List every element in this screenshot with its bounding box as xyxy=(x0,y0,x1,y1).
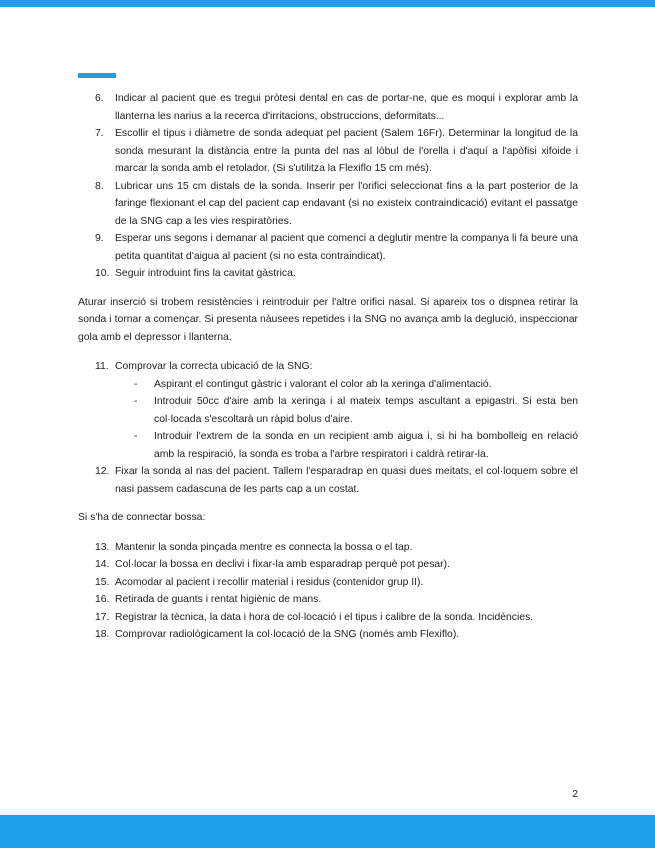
list-item-text: Col·locar la bossa en declivi i fixar-la amb esparadrap perquè pot pesar). xyxy=(115,559,450,570)
sub-list-item: - Aspirant el contingut gàstric i valorant el color ab la xeringa d'alimentació. xyxy=(134,378,492,390)
list-item: 16. Retirada de guants i rentat higiènic de mans. xyxy=(95,594,322,605)
sub-list-item: - Introduir l'extrem de la sonda en un recipient amb aigua i, si hi ha bombolleig en relació amb la respiració, la sonda es troba a l'arbre respiratori i caldrà retirar-la. xyxy=(134,431,578,460)
list-item-text: Acomodar al pacient i recollir material i residus (contenidor grup II). xyxy=(115,576,424,588)
list-item: 12. Fixar la sonda al nas del pacient. Tallem l'esparadrap en quasi dues meitats, el col·loquem sobre el nasi passem cadascuna de les parts cap a un costat. xyxy=(95,466,578,495)
list-item: 14. Col·locar la bossa en declivi i fixar-la amb esparadrap perquè pot pesar). xyxy=(95,559,450,570)
document-body xyxy=(78,90,578,644)
list-item-text: Seguir introduint fins la cavitat gàstrica. xyxy=(115,268,296,279)
list-item: 6. Indicar al pacient que es tregui pròtesi dental en cas de portar-ne, que es moqui i explorar amb la llanterna les narius a la recerca d'irritacions, obstruccions, deformitats... xyxy=(95,93,578,122)
list-item: 8. Lubricar uns 15 cm distals de la sonda. Inserir per l'orifici seleccionat fins a la part posterior de la faringe flexionant el cap del pacient cap endavant (si no existeix contraindicació) evitant el passatge de la SNG cap a les vies respiratòries. xyxy=(95,180,578,227)
procedure-list-1 xyxy=(78,90,578,283)
list-item-text: Escollir el tipus i diàmetre de sonda adequat pel pacient (Salem 16Fr). Determinar la longitud de la sonda mesurant la distància entre la punta del nas al lòbul de l'orella i d'aquí a l'apòfisi xifoide i marcar la sonda amb el retolador. (Si s'utilitza la Flexiflo 15 cm més). xyxy=(115,128,578,174)
list-item-text: Indicar al pacient que es tregui pròtesi dental en cas de portar-ne, que es moqui i explorar amb la llanterna les narius a la recerca d'irritacions, obstruccions, deformitats... xyxy=(115,93,578,122)
list-item-text: Registrar la tècnica, la data i hora de col·locació i el tipus i calibre de la sonda. Incidències. xyxy=(115,611,534,623)
list-item-text: Esperar uns segons i demanar al pacient que comenci a deglutir mentre la companya li fa beure una petita quantitat d'aigua al pacient (si no esta contraindicat). xyxy=(115,233,578,262)
list-item-text: Comprovar radiològicament la col·locació de la SNG (només amb Flexiflo). xyxy=(115,629,460,640)
list-item-text: Comprovar la correcta ubicació de la SNG: xyxy=(115,361,313,372)
header-accent-line xyxy=(78,73,116,78)
paragraph-stop-insertion: Aturar inserció si trobem resistències i reintroduir per l'altre orifici nasal. Si apareix tos o dispnea retirar la sonda i tornar a començar. Si presenta nàusees repetides i la SNG no avança amb la deglució, inspeccionar gola amb el depressor i llanterna. xyxy=(78,296,578,343)
list-item: 17. Registrar la tècnica, la data i hora de col·locació i el tipus i calibre de la sonda. Incidències. xyxy=(95,611,534,623)
list-item: 9. Esperar uns segons i demanar al pacient que comenci a deglutir mentre la companya li fa beure una petita quantitat d'aigua al pacient (si no esta contraindicat). xyxy=(95,233,578,262)
sub-list-item: - Introduir 50cc d'aire amb la xeringa i al mateix temps ascultant a epigastri. Si esta ben col·locada s'escoltarà un ràpid bolus d'aire. xyxy=(134,396,578,425)
sub-list xyxy=(115,376,578,464)
procedure-list-2 xyxy=(78,358,578,498)
list-item: 13. Mantenir la sonda pinçada mentre es connecta la bossa o el tap. xyxy=(95,541,413,553)
page-number: 2 xyxy=(572,789,578,800)
list-item: 18. Comprovar radiològicament la col·locació de la SNG (només amb Flexiflo). xyxy=(95,629,460,640)
list-item-text: Mantenir la sonda pinçada mentre es connecta la bossa o el tap. xyxy=(115,541,413,553)
top-accent-bar xyxy=(0,0,655,7)
procedure-list-3 xyxy=(78,539,578,644)
list-item-text: Retirada de guants i rentat higiènic de mans. xyxy=(115,594,322,605)
list-item-text: Lubricar uns 15 cm distals de la sonda. Inserir per l'orifici seleccionat fins a la part posterior de la faringe flexionant el cap del pacient cap endavant (si no existeix contraindicació) evitant el passatge de la SNG cap a les vies respiratòries. xyxy=(115,180,578,227)
bottom-accent-bar xyxy=(0,815,655,848)
list-item: 11. Comprovar la correcta ubicació de la SNG: - Aspirant el contingut gàstric i valorant el color ab la xeringa d'alimentació. - Introduir 50cc d'aire amb la xeringa i al mateix temps ascultant a epigastri. Si esta ben col·locada s'escoltarà un ràpid bolus d'aire. - Introduir l'extrem de la sonda en un recipient amb aigua i, si hi ha bombolleig en relació amb la respiració, la sonda es troba a l'arbre respiratori i caldrà retirar-la. xyxy=(78,358,578,463)
list-item: 10. Seguir introduint fins la cavitat gàstrica. xyxy=(95,268,296,279)
list-item: 7. Escollir el tipus i diàmetre de sonda adequat pel pacient (Salem 16Fr). Determinar la longitud de la sonda mesurant la distància entre la punta del nas al lòbul de l'orella i d'aquí a l'apòfisi xifoide i marcar la sonda amb el retolador. (Si s'utilitza la Flexiflo 15 cm més). xyxy=(95,128,578,174)
list-item-text: Fixar la sonda al nas del pacient. Tallem l'esparadrap en quasi dues meitats, el col·loquem sobre el nasi passem cadascuna de les parts cap a un costat. xyxy=(115,466,578,495)
list-item: 15. Acomodar al pacient i recollir material i residus (contenidor grup II). xyxy=(95,576,424,588)
paragraph-connect-bag: Si s'ha de connectar bossa: xyxy=(78,512,206,523)
